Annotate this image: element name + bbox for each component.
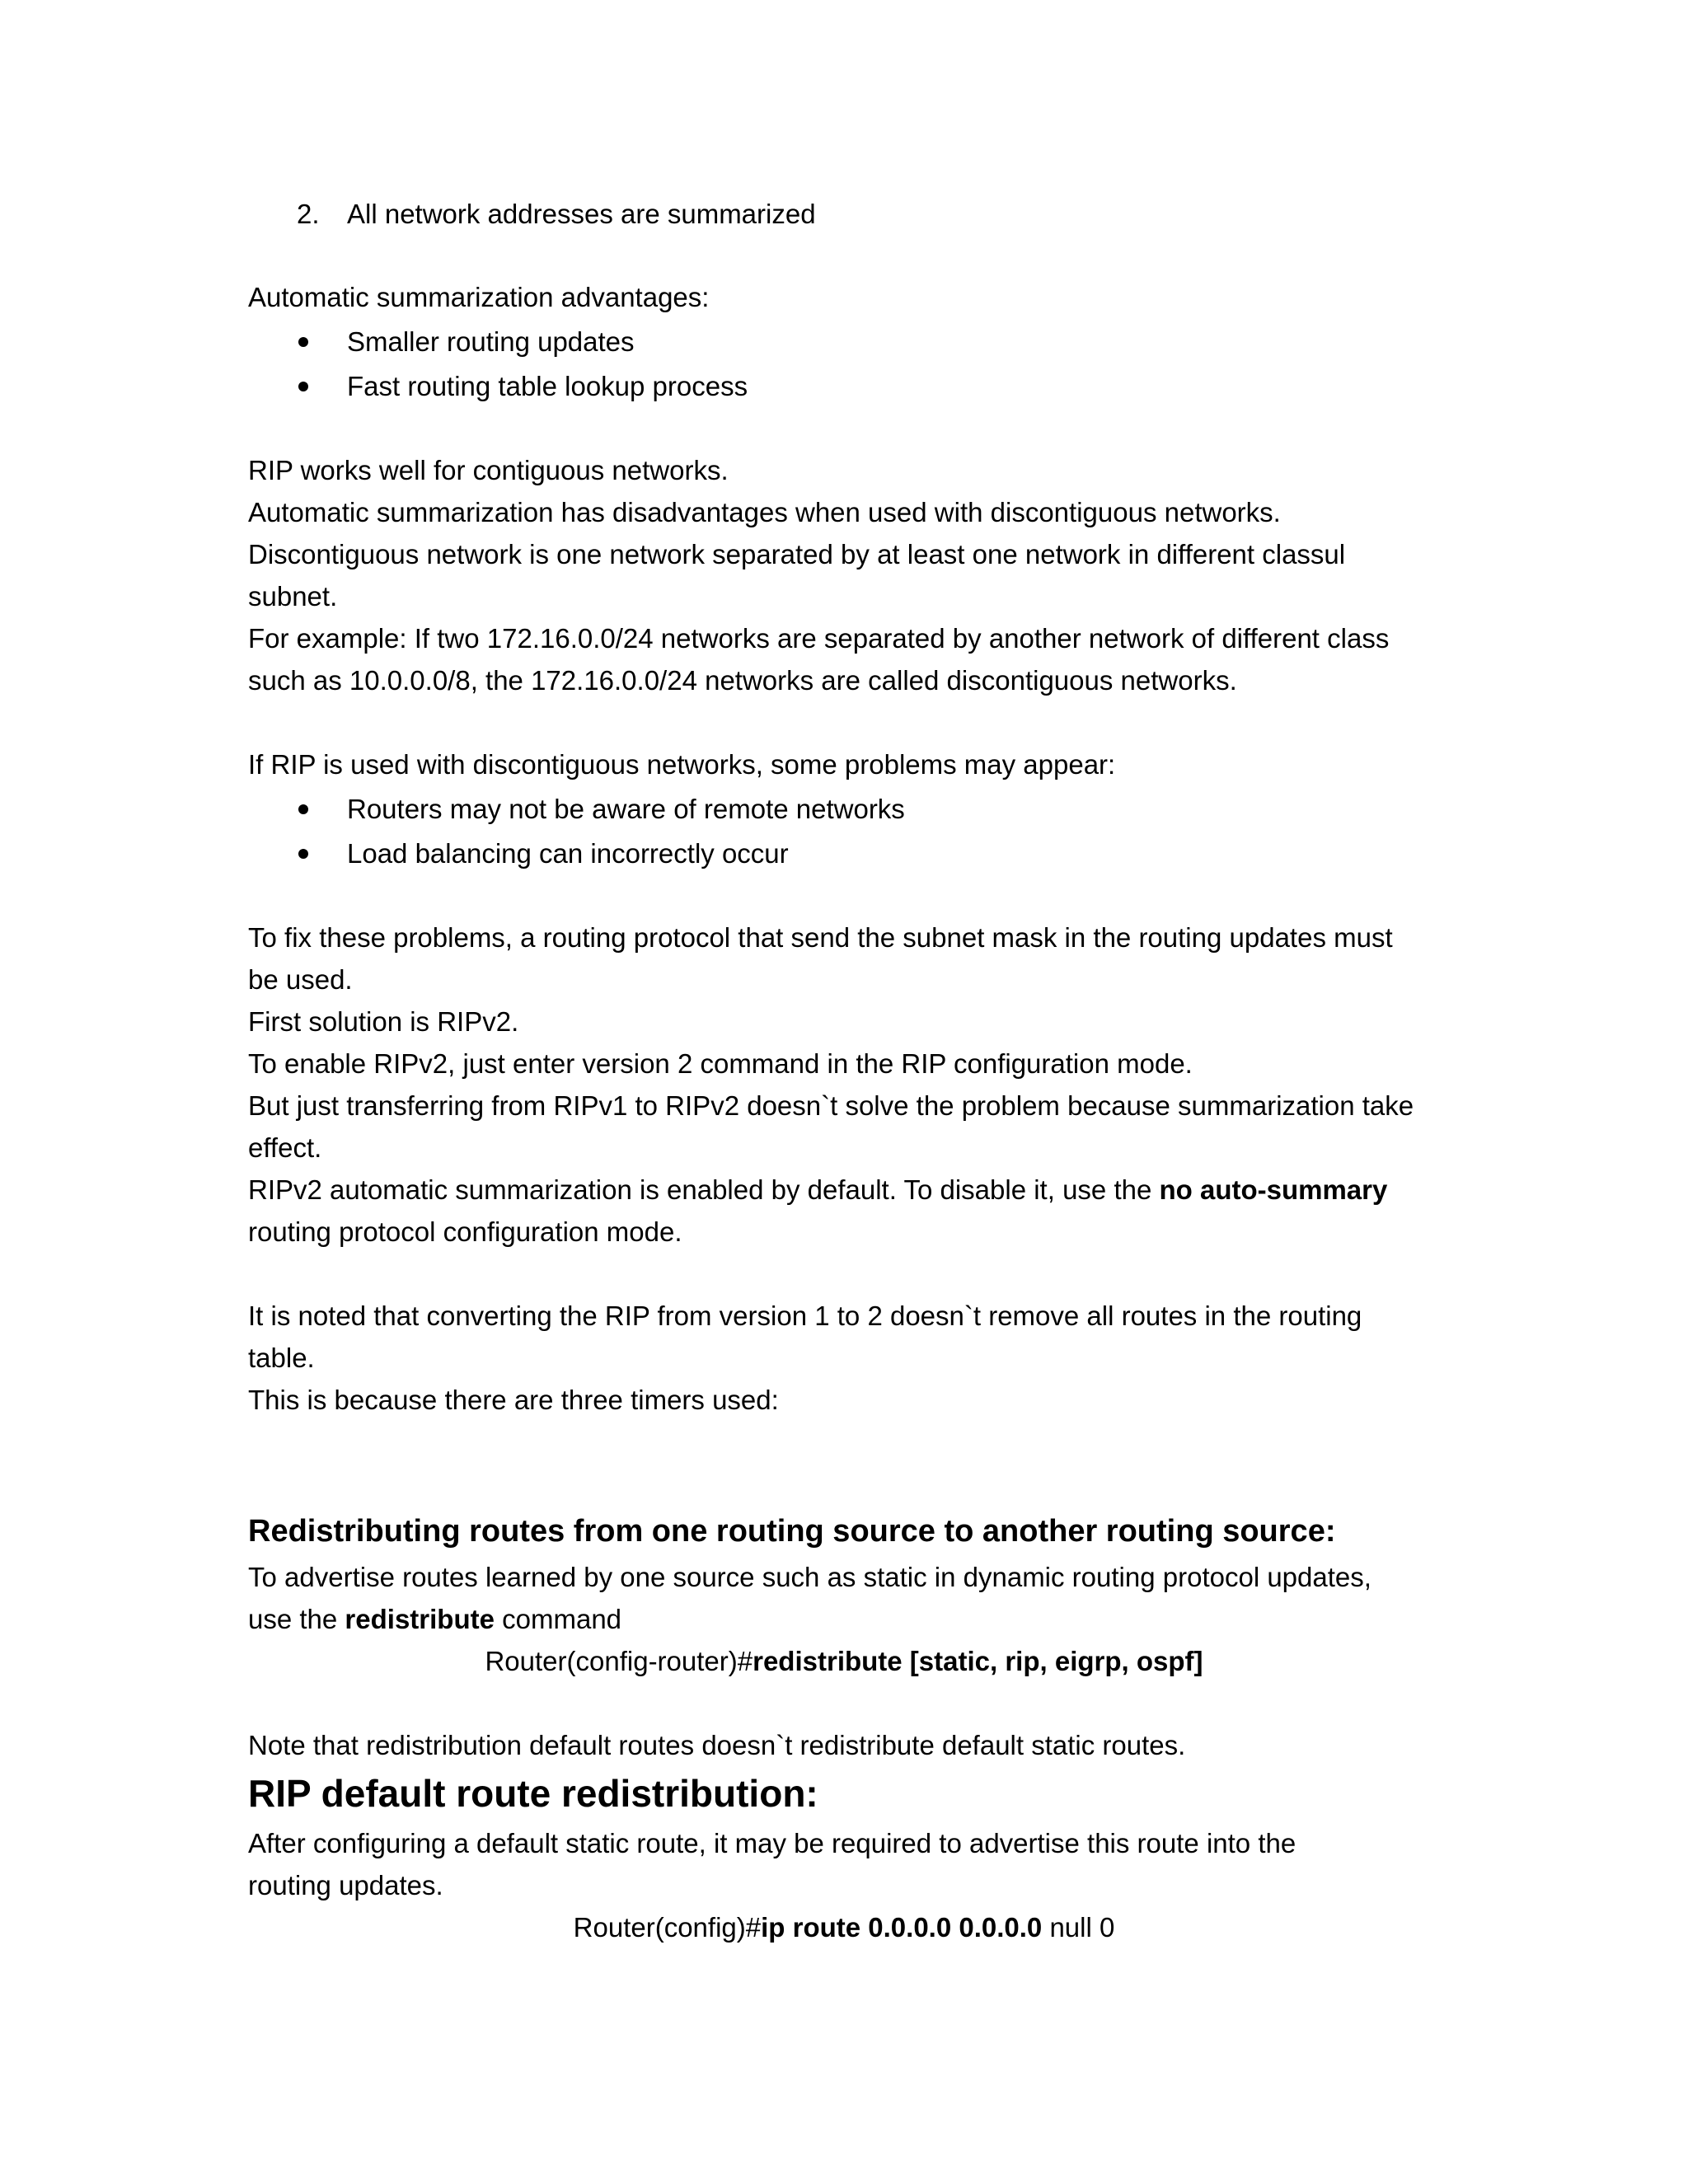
numbered-item-text: All network addresses are summarized	[347, 199, 816, 229]
paragraph-line: To fix these problems, a routing protocol that send the subnet mask in the routing updates must	[248, 922, 1393, 953]
paragraph-line: such as 10.0.0.0/8, the 172.16.0.0/24 networks are called discontiguous networks.	[248, 665, 1237, 696]
autosummary-line	[248, 1174, 1387, 1207]
paragraph-line: To advertise routes learned by one source such as static in dynamic routing protocol updates,	[248, 1562, 1372, 1592]
advantages-title: Automatic summarization advantages:	[248, 282, 710, 312]
redistribute-line	[248, 1603, 621, 1636]
paragraph-line: subnet.	[248, 581, 338, 612]
paragraph-line: routing protocol configuration mode.	[248, 1216, 682, 1247]
list-item: Routers may not be aware of remote networks	[347, 794, 905, 824]
paragraph-line: First solution is RIPv2.	[248, 1006, 519, 1037]
list-item: Load balancing can incorrectly occur	[347, 838, 789, 869]
paragraph-line: RIP works well for contiguous networks.	[248, 455, 729, 485]
paragraph-line: table.	[248, 1343, 315, 1373]
redistribution-note: Note that redistribution default routes doesn`t redistribute default static routes.	[248, 1730, 1186, 1760]
paragraph-line: be used.	[248, 964, 353, 995]
command-suffix: null 0	[1042, 1912, 1115, 1943]
paragraph-line: Discontiguous network is one network separated by at least one network in different classul	[248, 539, 1346, 569]
paragraph-line: It is noted that converting the RIP from version 1 to 2 doesn`t remove all routes in the routing	[248, 1301, 1362, 1331]
command-text: ip route 0.0.0.0 0.0.0.0	[761, 1912, 1043, 1943]
command-prompt: Router(config)#	[573, 1912, 762, 1943]
redistribute-pre: use the	[248, 1604, 345, 1634]
redistribution-heading: Redistributing routes from one routing source to another routing source:	[248, 1514, 1336, 1549]
paragraph-line: To enable RIPv2, just enter version 2 command in the RIP configuration mode.	[248, 1048, 1193, 1079]
paragraph-line: effect.	[248, 1132, 322, 1163]
list-item: Smaller routing updates	[347, 326, 635, 357]
paragraph-line: Automatic summarization has disadvantages when used with discontiguous networks.	[248, 497, 1281, 527]
bullet-icon	[298, 337, 308, 347]
command-text: redistribute [static, rip, eigrp, ospf]	[753, 1646, 1203, 1676]
redistribute-command	[0, 1645, 1688, 1678]
paragraph-line: For example: If two 172.16.0.0/24 networks are separated by another network of different class	[248, 623, 1390, 654]
autosummary-command: no auto-summary	[1159, 1174, 1388, 1205]
list-number: 2.	[297, 199, 320, 229]
paragraph-line: After configuring a default static route, it may be required to advertise this route into the	[248, 1828, 1296, 1858]
paragraph-line: This is because there are three timers used:	[248, 1385, 779, 1415]
default-route-heading: RIP default route redistribution:	[248, 1772, 818, 1815]
bullet-icon	[298, 849, 308, 859]
problems-title: If RIP is used with discontiguous networks, some problems may appear:	[248, 749, 1116, 780]
bullet-icon	[298, 804, 308, 814]
redistribute-post: command	[494, 1604, 622, 1634]
default-route-command	[0, 1911, 1688, 1944]
command-prompt: Router(config-router)#	[485, 1646, 753, 1676]
paragraph-line: But just transferring from RIPv1 to RIPv2 doesn`t solve the problem because summarization take	[248, 1090, 1414, 1121]
paragraph-line: routing updates.	[248, 1870, 443, 1900]
bullet-icon	[298, 382, 308, 391]
autosummary-text: RIPv2 automatic summarization is enabled by default. To disable it, use the	[248, 1174, 1160, 1205]
list-item: Fast routing table lookup process	[347, 371, 748, 401]
redistribute-keyword: redistribute	[345, 1604, 495, 1634]
